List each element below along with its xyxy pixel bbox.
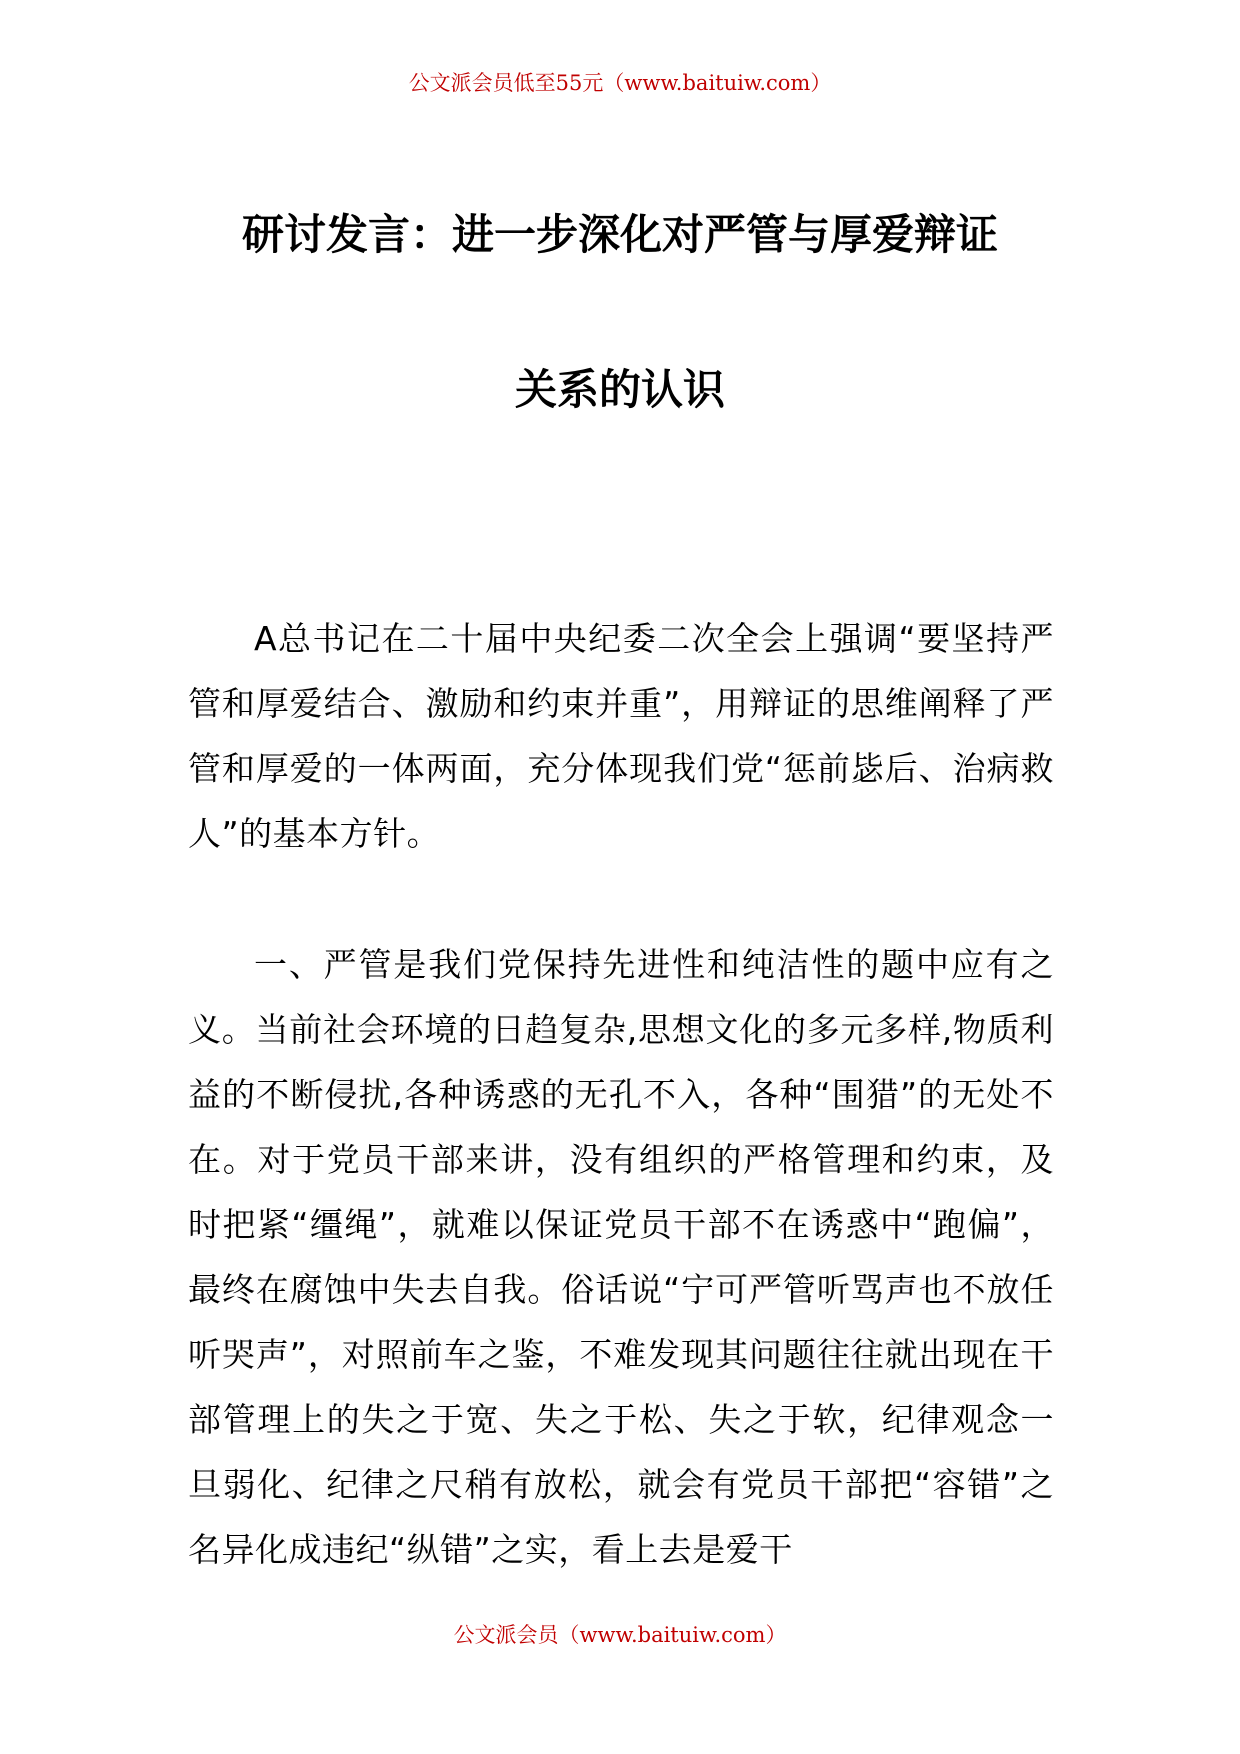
- document-title-line-1: 研讨发言：进一步深化对严管与厚爱辩证: [241, 210, 998, 259]
- document-title-line-2: 关系的认识: [514, 365, 725, 414]
- body-paragraph-intro: A总书记在二十届中央纪委二次全会上强调“要坚持严管和厚爱结合、激励和约束并重”，用辩证的思维阐释了严管和厚爱的一体两面，充分体现我们党“惩前毖后、治病救人”的基本方针。: [188, 619, 1054, 853]
- footer-promo-link[interactable]: 公文派会员（www.baituiw.com）: [453, 1623, 787, 1647]
- header-promo-link[interactable]: 公文派会员低至55元（www.baituiw.com）: [408, 71, 832, 95]
- body-paragraph-section-one: 一、严管是我们党保持先进性和纯洁性的题中应有之义。当前社会环境的日趋复杂,思想文化的多元多样,物质利益的不断侵扰,各种诱惑的无孔不入，各种“围猎”的无处不在。对于党员干部来讲，没有组织的严格管理和约束，及时把紧“缰绳”，就难以保证党员干部不在诱惑中“跑偏”，最终在腐蚀中失去自我。俗话说“宁可严管听骂声也不放任听哭声”，对照前车之鉴，不难发现其问题往往就出现在干部管理上的失之于宽、失之于松、失之于软，纪律观念一旦弱化、纪律之尺稍有放松，就会有党员干部把“容错”之名异化成违纪“纵错”之实，看上去是爱干: [188, 945, 1054, 1569]
